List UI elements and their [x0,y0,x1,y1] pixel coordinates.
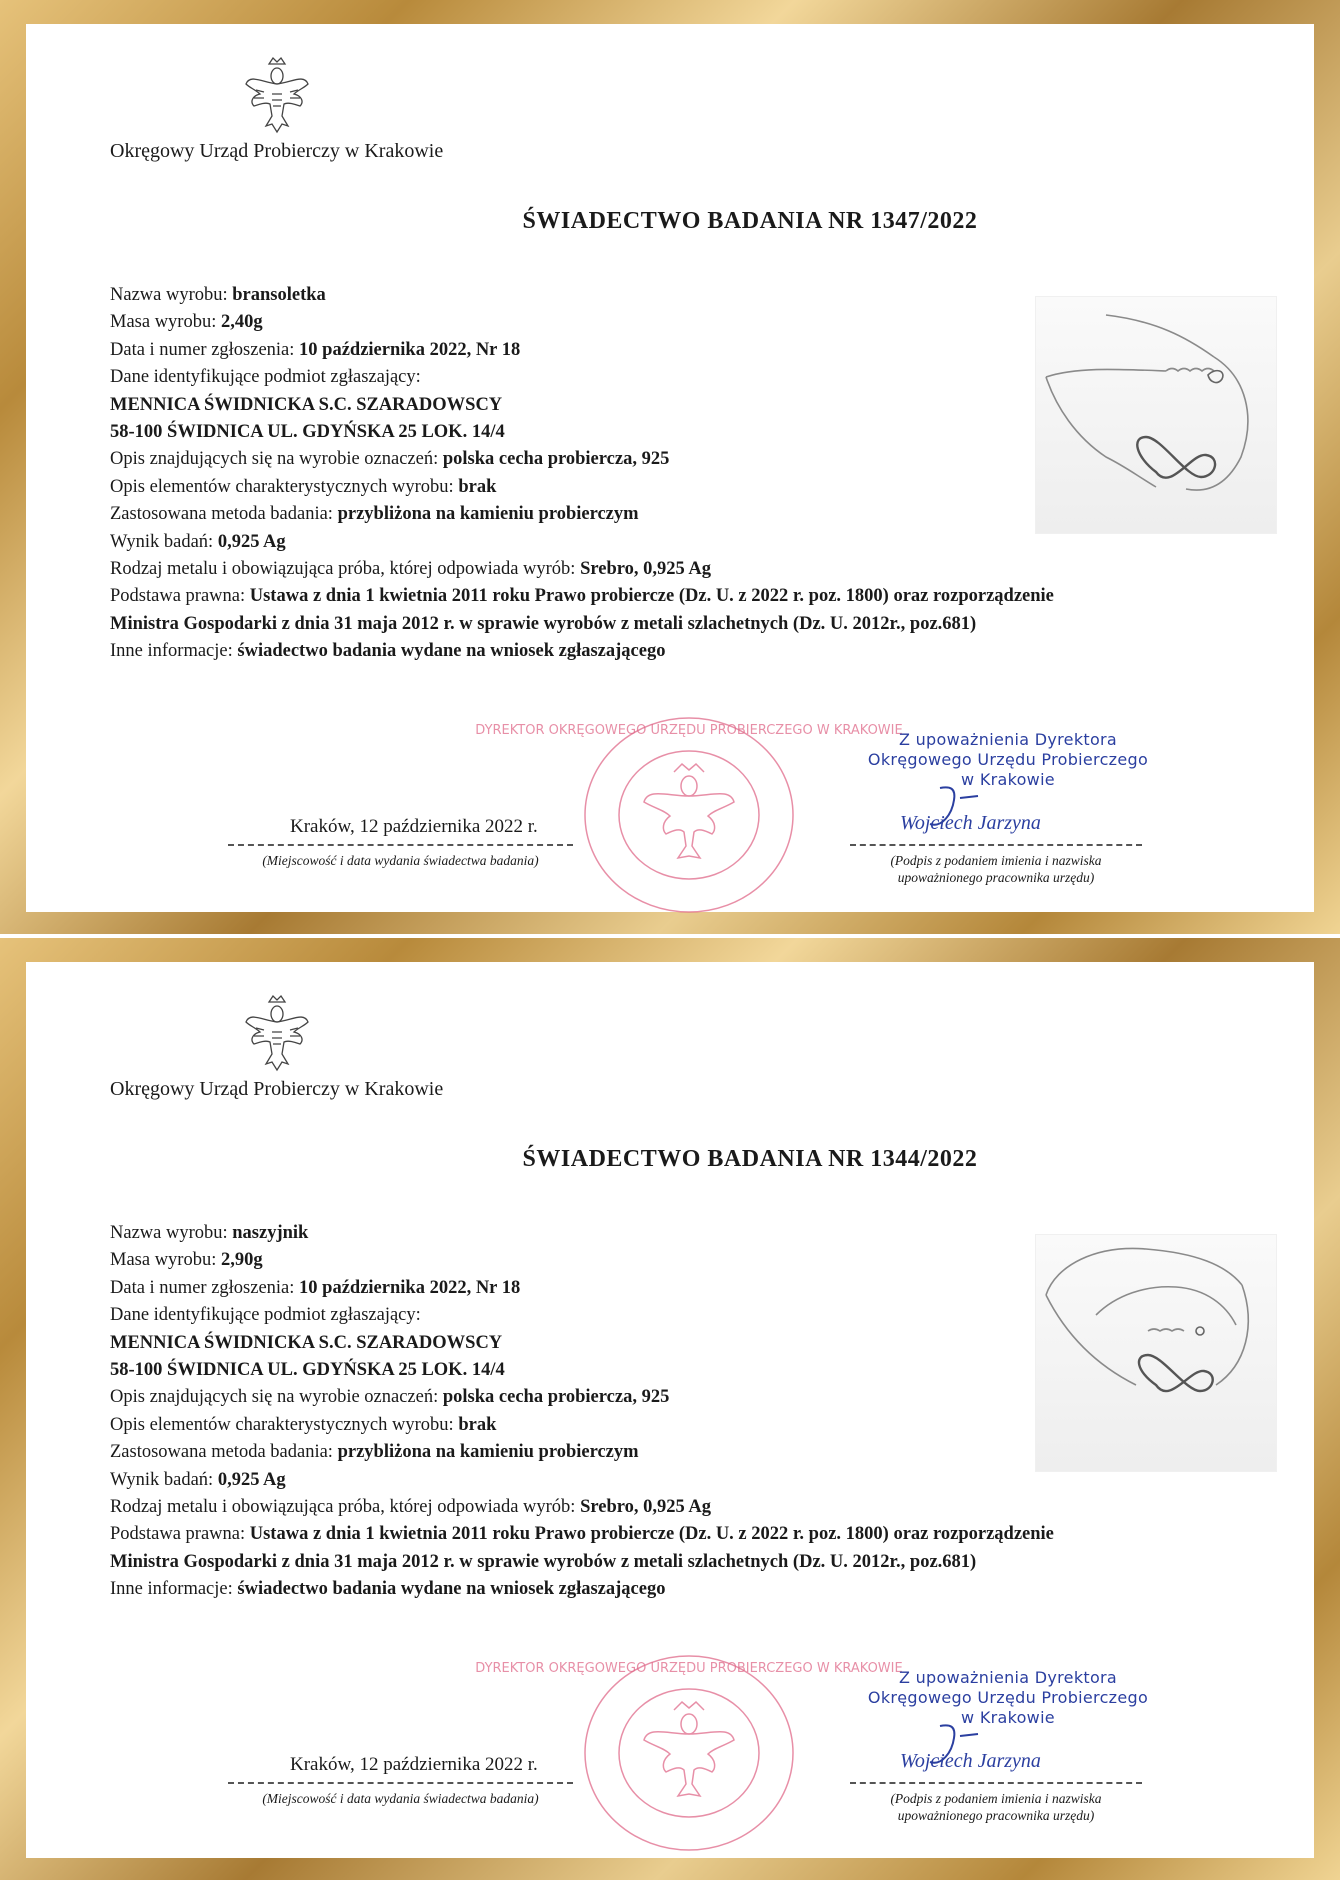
official-stamp-icon [475,712,903,918]
certificate-title: ŚWIADECTWO BADANIA NR 1347/2022 [522,208,978,234]
line-result: Wynik badań: 0,925 Ag [110,1469,286,1490]
line-features: Opis elementów charakterystycznych wyrobu: brak [110,476,497,497]
authorization-line-1: Z upoważnienia Dyrektora [898,730,1118,749]
certificate-title: ŚWIADECTWO BADANIA NR 1344/2022 [522,1146,978,1172]
authorization-line-1: Z upoważnienia Dyrektora [898,1668,1118,1687]
necklace-photo-icon [1035,1234,1277,1472]
office-name: Okręgowy Urząd Probierczy w Krakowie [110,140,444,162]
signature-caption: (Podpis z podaniem imienia i nazwiska upoważnionego pracownika urzędu) [890,1791,1102,1823]
line-method: Zastosowana metoda badania: przybliżona na kamieniu probierczym [110,1442,639,1463]
line-submission: Data i numer zgłoszenia: 10 października 2022, Nr 18 [110,339,521,360]
line-submitter-label: Dane identyfikujące podmiot zgłaszający: [110,367,421,388]
bracelet-photo-icon [1035,296,1277,534]
signature-line [850,1782,1142,1784]
line-submitter-name: MENNICA ŚWIDNICKA S.C. SZARADOWSCY [110,1332,503,1353]
place-date-line [228,844,573,846]
line-other-info: Inne informacje: świadectwo badania wydane na wniosek zgłaszającego [110,1579,666,1600]
line-mass: Masa wyrobu: 2,90g [110,1250,263,1271]
authorization-line-2: Okręgowego Urzędu Probierczego [867,1688,1149,1707]
stamp-text: DYREKTOR OKRĘGOWEGO URZĘDU PROBIERCZEGO W KRAKOWIE [475,723,903,738]
signer-name: Wojciech Jarzyna [900,1750,1041,1772]
line-product-name: Nazwa wyrobu: bransoletka [110,285,326,305]
line-metal-grade: Rodzaj metalu i obowiązująca próba, której odpowiada wyrób: Srebro, 0,925 Ag [110,559,711,580]
line-legal-basis: Podstawa prawna: Ustawa z dnia 1 kwietnia 2011 roku Prawo probiercze (Dz. U. z 2022 r. poz. 1800) oraz rozporządzenie [110,1524,1054,1545]
line-submitter-address: 58-100 ŚWIDNICA UL. GDYŃSKA 25 LOK. 14/4 [110,1360,505,1381]
line-product-name: Nazwa wyrobu: naszyjnik [110,1223,309,1243]
line-metal-grade: Rodzaj metalu i obowiązująca próba, której odpowiada wyrób: Srebro, 0,925 Ag [110,1497,711,1518]
signer-name: Wojciech Jarzyna [900,812,1041,834]
authorization-line-3: w Krakowie [961,770,1055,789]
place-date: Kraków, 12 października 2022 r. [290,1754,538,1775]
authorization-block [838,730,1178,790]
line-markings: Opis znajdujących się na wyrobie oznaczeń: polska cecha probiercza, 925 [110,449,670,470]
polish-eagle-icon [242,992,312,1074]
line-other-info: Inne informacje: świadectwo badania wydane na wniosek zgłaszającego [110,641,666,662]
line-method: Zastosowana metoda badania: przybliżona na kamieniu probierczym [110,504,639,525]
polish-eagle-icon [242,54,312,136]
official-stamp-icon [475,1650,903,1856]
line-markings: Opis znajdujących się na wyrobie oznaczeń: polska cecha probiercza, 925 [110,1387,670,1408]
line-legal-basis: Podstawa prawna: Ustawa z dnia 1 kwietnia 2011 roku Prawo probiercze (Dz. U. z 2022 r. poz. 1800) oraz rozporządzenie [110,586,1054,607]
place-date-caption: (Miejscowość i data wydania świadectwa badania) [262,1791,539,1806]
line-legal-basis-cont: Ministra Gospodarki z dnia 31 maja 2012 r. w sprawie wyrobów z metali szlachetnych (Dz. U. 2012r., poz.681) [110,1551,977,1572]
signature-caption: (Podpis z podaniem imienia i nazwiska upoważnionego pracownika urzędu) [890,853,1102,885]
line-submission: Data i numer zgłoszenia: 10 października 2022, Nr 18 [110,1277,521,1298]
line-mass: Masa wyrobu: 2,40g [110,312,263,333]
authorization-line-2: Okręgowego Urzędu Probierczego [867,750,1149,769]
certificate-1 [0,0,1340,934]
line-submitter-label: Dane identyfikujące podmiot zgłaszający: [110,1305,421,1326]
authorization-line-3: w Krakowie [961,1708,1055,1727]
stamp-text: DYREKTOR OKRĘGOWEGO URZĘDU PROBIERCZEGO W KRAKOWIE [475,1661,903,1676]
line-submitter-name: MENNICA ŚWIDNICKA S.C. SZARADOWSCY [110,394,503,415]
place-date-caption: (Miejscowość i data wydania świadectwa badania) [262,853,539,868]
place-date-line [228,1782,573,1784]
office-name: Okręgowy Urząd Probierczy w Krakowie [110,1078,444,1100]
line-legal-basis-cont: Ministra Gospodarki z dnia 31 maja 2012 r. w sprawie wyrobów z metali szlachetnych (Dz. U. 2012r., poz.681) [110,613,977,634]
place-date: Kraków, 12 października 2022 r. [290,816,538,837]
line-submitter-address: 58-100 ŚWIDNICA UL. GDYŃSKA 25 LOK. 14/4 [110,422,505,443]
certificate-2 [0,938,1340,1880]
signature-line [850,844,1142,846]
authorization-block [838,1668,1178,1728]
line-features: Opis elementów charakterystycznych wyrobu: brak [110,1414,497,1435]
line-result: Wynik badań: 0,925 Ag [110,531,286,552]
